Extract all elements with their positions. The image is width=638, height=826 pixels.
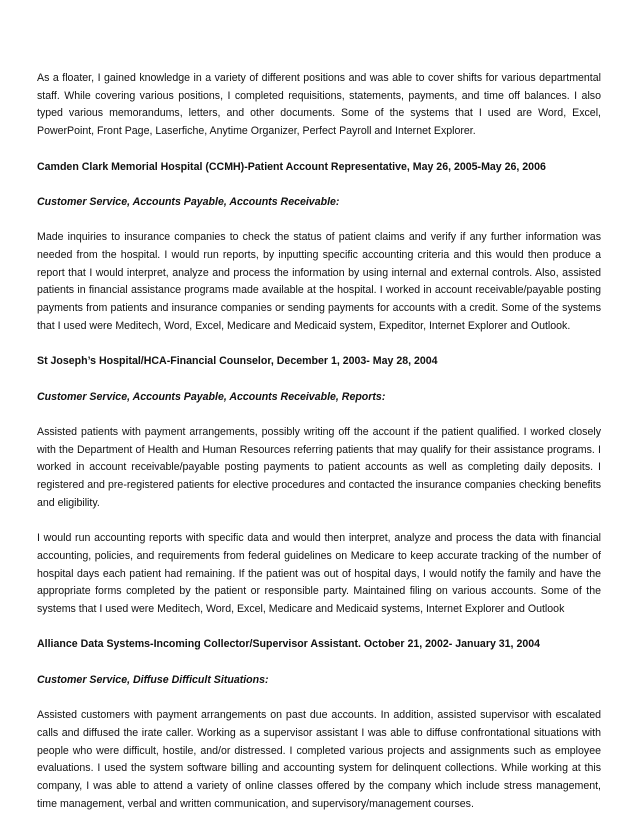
job-title-ccmh: Camden Clark Memorial Hospital (CCMH)-Patient Account Representative, May 26, 2005-May 26, 2006 <box>37 160 546 173</box>
job-description-st-josephs-2: I would run accounting reports with specific data and would then interpret, analyze and process the data with financial accounting, policies, and requirements from federal guidelines on Medicare to keep accurate tracking of the number of hospital days each patient had remaining. If the patient was out of hospital days, I would notify the family and have the appropriate forms completed by the patient or responsible party. Maintained filing on various accounts. Some of the systems that I used were Meditech, Word, Excel, Medicare and Medicaid systems, Internet Explorer and Outlook <box>37 532 601 615</box>
spacer <box>37 654 601 672</box>
spacer <box>37 141 601 159</box>
job-skills-alliance-data: Customer Service, Diffuse Difficult Situations: <box>37 673 269 686</box>
resume-page <box>37 70 601 813</box>
spacer <box>37 176 601 194</box>
job-skills-st-josephs: Customer Service, Accounts Payable, Accounts Receivable, Reports: <box>37 390 386 403</box>
spacer <box>37 406 601 424</box>
job-title-st-josephs: St Joseph’s Hospital/HCA-Financial Counselor, December 1, 2003- May 28, 2004 <box>37 355 438 368</box>
spacer <box>37 212 601 230</box>
spacer <box>37 512 601 530</box>
job-title-alliance-data: Alliance Data Systems-Incoming Collector/Supervisor Assistant. October 21, 2002- January 31, 2004 <box>37 638 541 651</box>
spacer <box>37 371 601 389</box>
job-description-st-josephs-1: Assisted patients with payment arrangements, possibly writing off the account if the patient qualified. I worked closely with the Department of Health and Human Resources referring patients that may qualify for their assistance programs. I worked in account receivable/payable posting payments to patient accounts as well as completing daily deposits. I registered and pre-registered patients for elective procedures and contacted the insurance companies checking benefits and eligibility. <box>37 425 601 509</box>
job-description-ccmh: Made inquiries to insurance companies to check the status of patient claims and verify if any further information was needed from the hospital. I would run reports, by inputting specific accounting criteria and this would then produce a report that I would interpret, analyze and process the information by using internal and external controls. Also, assisted patients in financial assistance programs made available at the hospital. I worked in account receivable/payable posting payments from patients and insurance companies or sending payments for accounts with a credit. Some of the systems that I used were Meditech, Word, Excel, Medicare and Medicaid system, Expeditor, Internet Explorer and Outlook. <box>37 231 601 332</box>
spacer <box>37 619 601 637</box>
job-description-alliance-data: Assisted customers with payment arrangements on past due accounts. In addition, assisted supervisor with escalated calls and diffused the irate caller. Working as a supervisor assistant I was able to diffuse confrontational situations with people who were difficult, hostile, and/or distressed. I completed various projects and assignments such as employee evaluations. I used the system software billing and accounting system for delinquent collections. While working at this company, I was able to attend a variety of online classes offered by the company which include stress management, time management, verbal and written communication, and supervisory/management courses. <box>37 709 601 810</box>
job-skills-ccmh: Customer Service, Accounts Payable, Accounts Receivable: <box>37 195 340 208</box>
spacer <box>37 336 601 354</box>
intro-paragraph: As a floater, I gained knowledge in a variety of different positions and was able to cover shifts for various departmental staff. While covering various positions, I completed requisitions, statements, payments, and time off balances. I also typed various memorandums, letters, and other documents. Some of the systems that I used are Word, Excel, PowerPoint, Front Page, Laserfiche, Anytime Organizer, Perfect Payroll and Internet Explorer. <box>37 72 601 138</box>
spacer <box>37 689 601 707</box>
